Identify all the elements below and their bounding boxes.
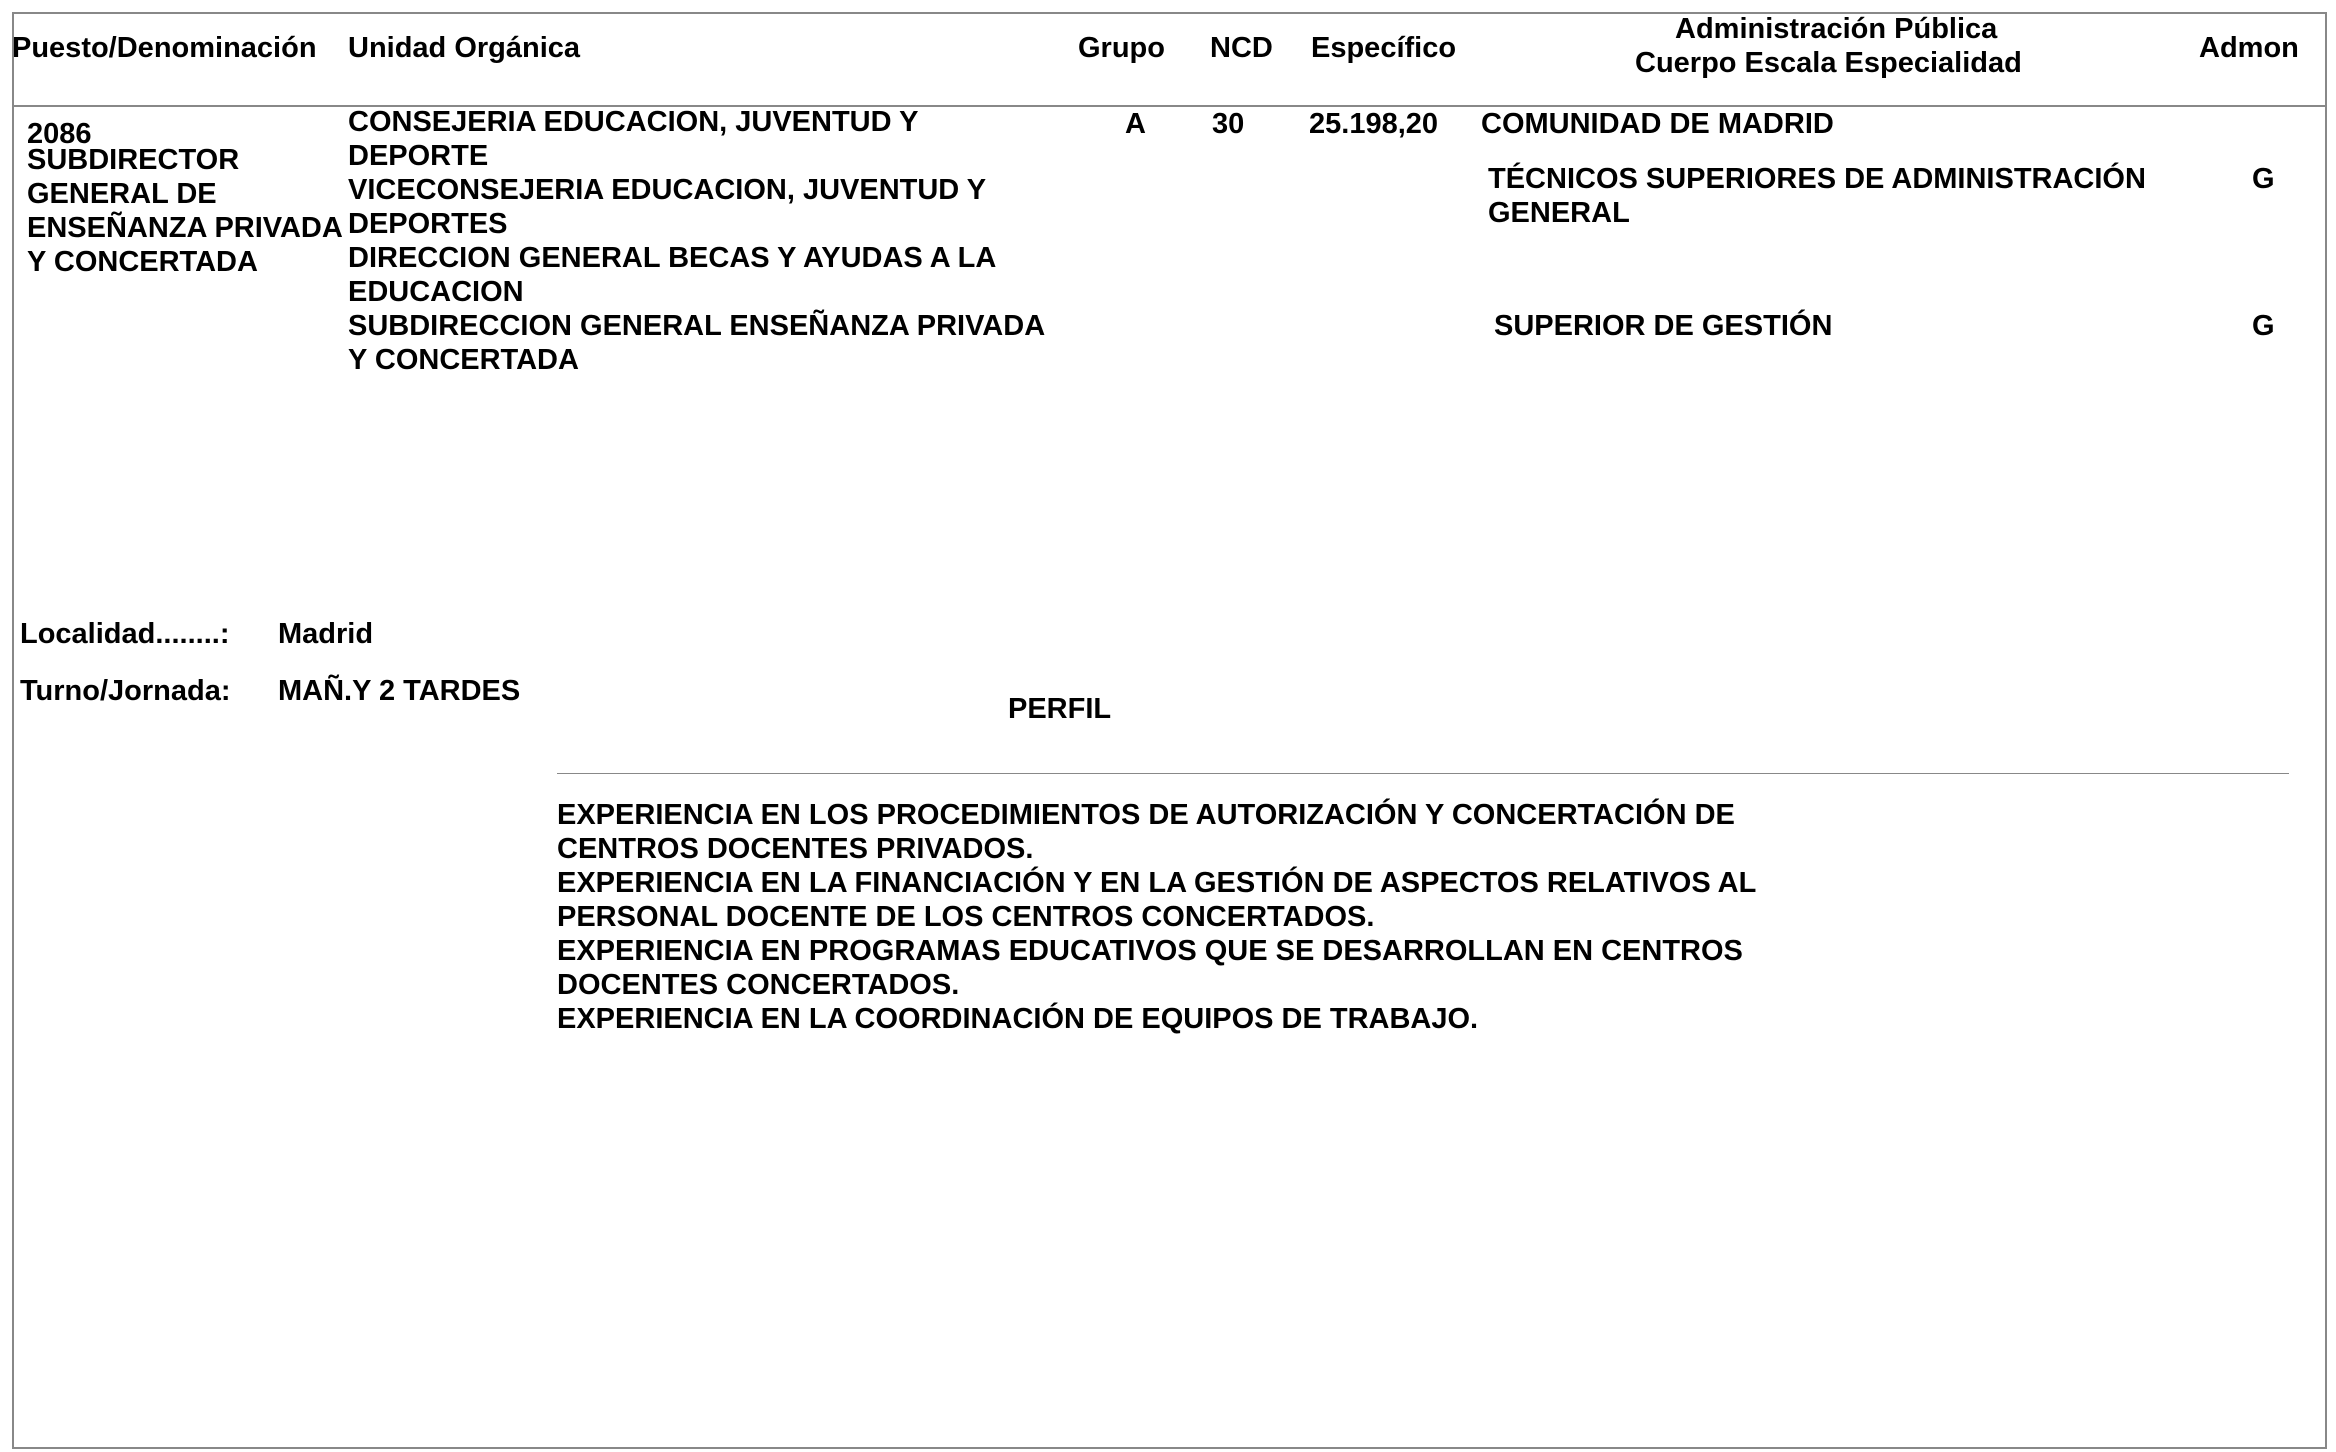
unidad-line: DEPORTES <box>348 208 508 240</box>
unidad-line: Y CONCERTADA <box>348 344 579 376</box>
unidad-organica <box>348 105 1045 377</box>
unidad-line: VICECONSEJERIA EDUCACION, JUVENTUD Y <box>348 174 987 206</box>
admon-1: G <box>2252 163 2275 195</box>
localidad-label: Localidad........: <box>20 618 230 650</box>
cuerpo-1-line: TÉCNICOS SUPERIORES DE ADMINISTRACIÓN <box>1488 163 2146 195</box>
turno-label: Turno/Jornada: <box>20 675 231 707</box>
header-admon: Admon <box>2199 32 2299 64</box>
perfil-line: EXPERIENCIA EN LOS PROCEDIMIENTOS DE AUTORIZACIÓN Y CONCERTACIÓN DE <box>557 799 1735 831</box>
header-puesto: Puesto/Denominación <box>12 32 317 64</box>
perfil-text <box>557 798 1756 1036</box>
especifico-value: 25.198,20 <box>1309 108 1439 140</box>
perfil-line: DOCENTES CONCERTADOS. <box>557 969 960 1001</box>
perfil-line: EXPERIENCIA EN PROGRAMAS EDUCATIVOS QUE SE DESARROLLAN EN CENTROS <box>557 935 1743 967</box>
unidad-line: CONSEJERIA EDUCACION, JUVENTUD Y <box>348 106 919 138</box>
denominacion-line: GENERAL DE <box>27 178 217 210</box>
puesto-codigo: 2086 <box>27 118 92 150</box>
denominacion-line: Y CONCERTADA <box>27 246 258 278</box>
denominacion-line: ENSEÑANZA PRIVADA <box>27 212 343 244</box>
perfil-divider <box>557 773 2289 774</box>
puesto-denominacion <box>27 143 343 279</box>
header-unidad: Unidad Orgánica <box>348 32 581 64</box>
unidad-line: EDUCACION <box>348 276 524 308</box>
header-grupo: Grupo <box>1078 32 1165 64</box>
perfil-line: CENTROS DOCENTES PRIVADOS. <box>557 833 1034 865</box>
localidad-value: Madrid <box>278 618 374 650</box>
ncd-value: 30 <box>1212 108 1245 140</box>
cuerpo-2: SUPERIOR DE GESTIÓN <box>1494 310 1833 342</box>
turno-value: MAÑ.Y 2 TARDES <box>278 675 521 707</box>
unidad-line: DEPORTE <box>348 140 489 172</box>
grupo-value: A <box>1125 108 1146 140</box>
cuerpo-1-line: GENERAL <box>1488 197 1630 229</box>
unidad-line: DIRECCION GENERAL BECAS Y AYUDAS A LA <box>348 242 997 274</box>
perfil-line: EXPERIENCIA EN LA COORDINACIÓN DE EQUIPOS DE TRABAJO. <box>557 1003 1479 1035</box>
perfil-title: PERFIL <box>1008 693 1112 725</box>
header-admin-line2: Cuerpo Escala Especialidad <box>1635 47 2022 79</box>
admon-2: G <box>2252 310 2275 342</box>
unidad-line: SUBDIRECCION GENERAL ENSEÑANZA PRIVADA <box>348 310 1046 342</box>
denominacion-line: SUBDIRECTOR <box>27 144 240 176</box>
perfil-line: EXPERIENCIA EN LA FINANCIACIÓN Y EN LA GESTIÓN DE ASPECTOS RELATIVOS AL <box>557 867 1757 899</box>
header-admin-line1: Administración Pública <box>1675 13 1998 45</box>
perfil-line: PERSONAL DOCENTE DE LOS CENTROS CONCERTADOS. <box>557 901 1375 933</box>
administracion-value: COMUNIDAD DE MADRID <box>1481 108 1834 140</box>
header-ncd: NCD <box>1210 32 1273 64</box>
cuerpo-1 <box>1488 162 2146 230</box>
header-especifico: Específico <box>1311 32 1457 64</box>
